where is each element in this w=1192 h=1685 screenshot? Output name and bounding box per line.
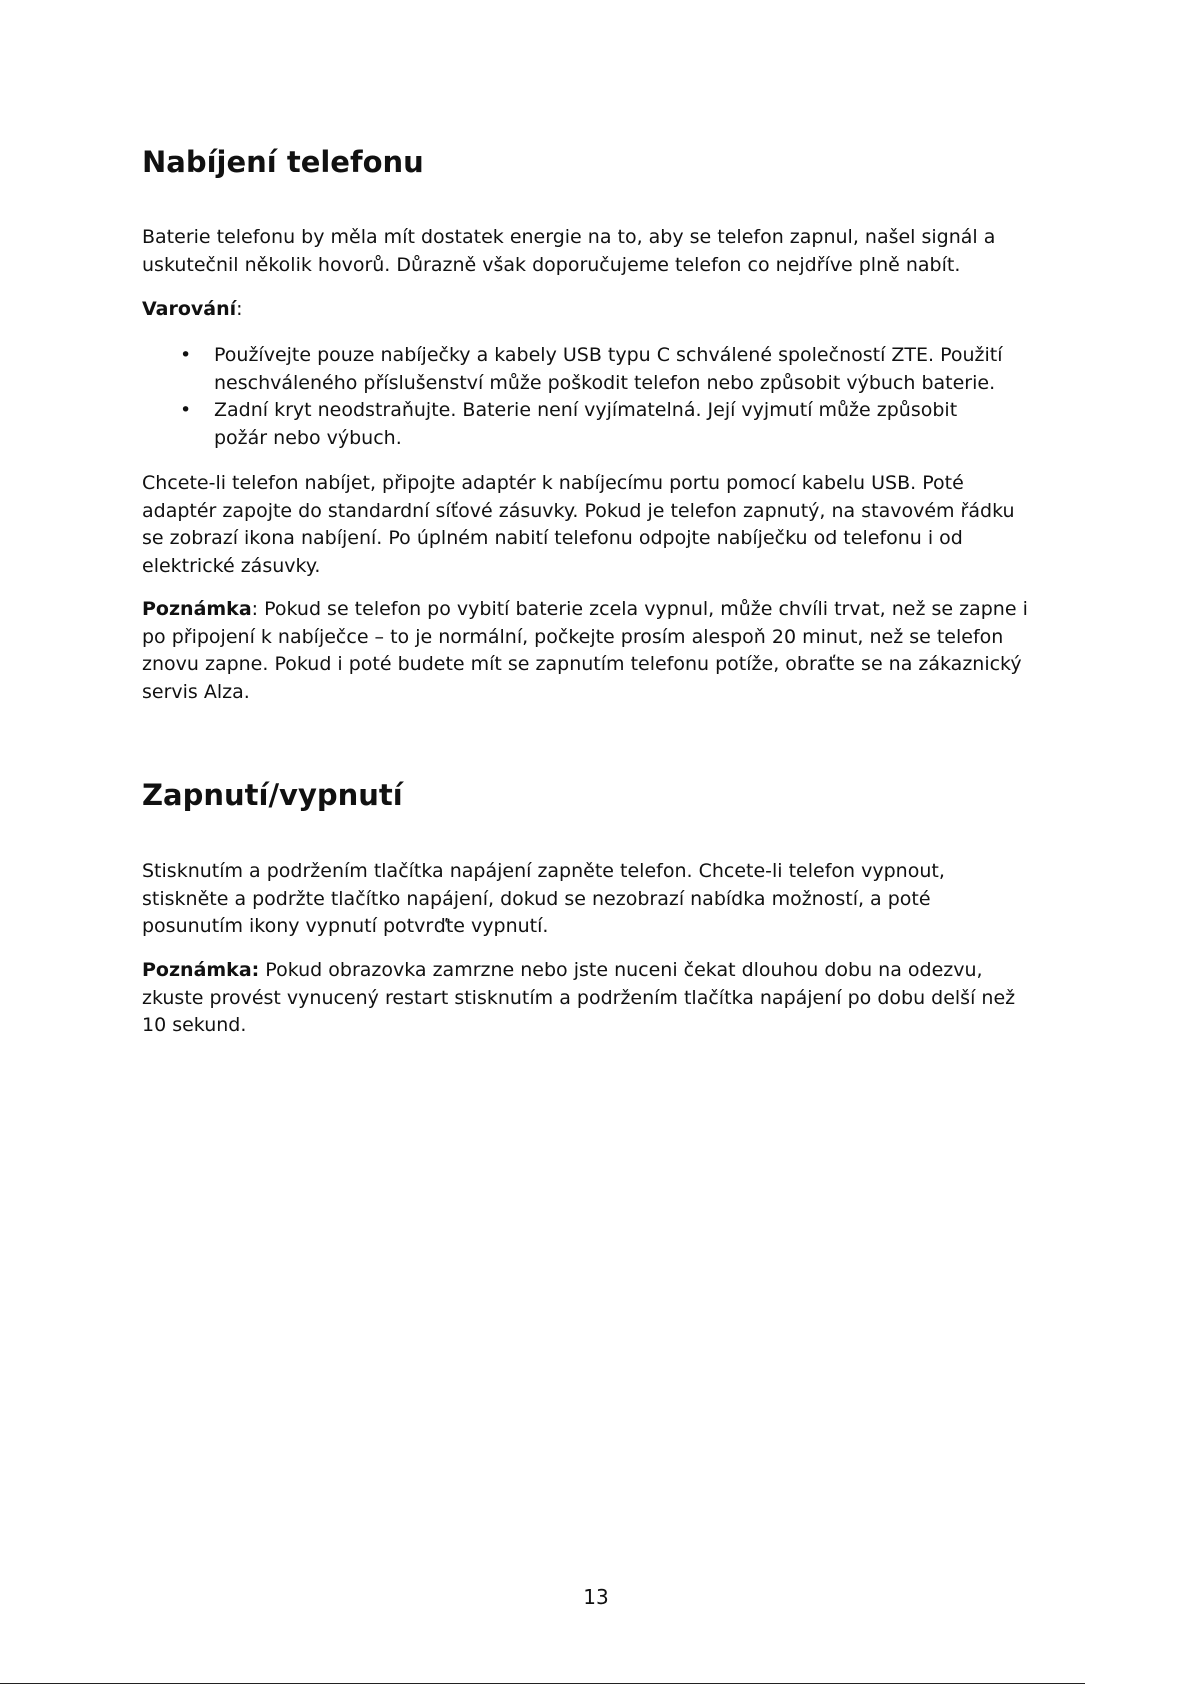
- note-label: Poznámka: [142, 598, 252, 620]
- warning-item: • Používejte pouze nabíječky a kabely USB typu C schválené společností ZTE. Použití neschváleného příslušenství může poškodit telefon nebo způsobit výbuch baterie.: [142, 342, 1052, 397]
- note-label: Poznámka:: [142, 959, 260, 981]
- section-title-power: Zapnutí/vypnutí: [142, 778, 403, 812]
- footer-divider: [0, 1683, 1085, 1684]
- charging-instructions: [142, 470, 1052, 580]
- section-power-body: [142, 858, 1052, 941]
- page-number: 13: [583, 1585, 609, 1609]
- warning-colon: :: [236, 298, 243, 320]
- section-charging-body: [142, 224, 1052, 279]
- charging-instructions-paragraph: Chcete-li telefon nabíjet, připojte adaptér k nabíjecímu portu pomocí kabelu USB. Poté adaptér zapojte do standardní síťové zásuvky. Pokud je telefon zapnutý, na stavovém řádku se zobrazí ikona nabíjení. Po úplném nabití telefonu odpojte nabíječku od telefonu i od elektrické zásuvky.: [142, 472, 1015, 577]
- warning-label: Varování: [142, 298, 237, 320]
- note-text: : Pokud se telefon po vybití baterie zcela vypnul, může chvíli trvat, než se zapne i po připojení k nabíječce – to je normální, počkejte prosím alespoň 20 minut, než se telefon znovu zapne. Pokud i poté budete mít se zapnutím telefonu potíže, obraťte se na zákaznický servis Alza.: [142, 598, 1028, 703]
- charging-intro-paragraph: Baterie telefonu by měla mít dostatek energie na to, aby se telefon zapnul, našel signál a uskutečnil několik hovorů. Důrazně však doporučujeme telefon co nejdříve plně nabít.: [142, 226, 996, 276]
- power-note: [142, 957, 1052, 1040]
- warning-list: [142, 342, 1052, 452]
- charging-note: [142, 596, 1052, 706]
- warning-heading: [142, 296, 1052, 324]
- power-intro-paragraph: Stisknutím a podržením tlačítka napájení zapněte telefon. Chcete-li telefon vypnout, stiskněte a podržte tlačítko napájení, dokud se nezobrazí nabídka možností, a poté posunutím ikony vypnutí potvrďte vypnutí.: [142, 860, 945, 937]
- note-text: Pokud obrazovka zamrzne nebo jste nuceni čekat dlouhou dobu na odezvu, zkuste provést vynucený restart stisknutím a podržením tlačítka napájení po dobu delší než 10 sekund.: [142, 959, 1016, 1036]
- section-title-charging: Nabíjení telefonu: [142, 145, 424, 179]
- warning-item: • Zadní kryt neodstraňujte. Baterie není vyjímatelná. Její vyjmutí může způsobit požár nebo výbuch.: [142, 397, 1052, 452]
